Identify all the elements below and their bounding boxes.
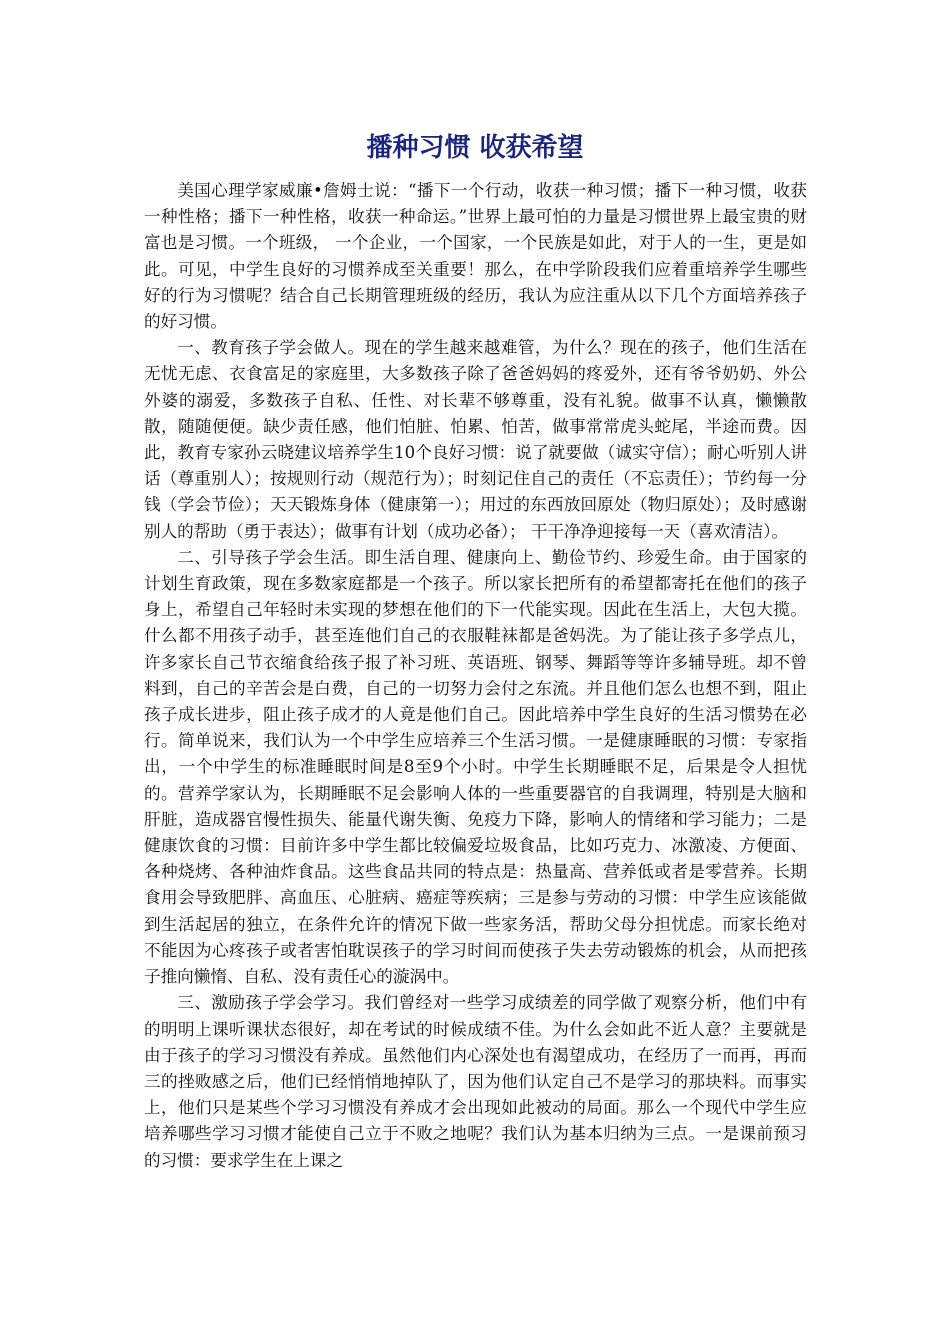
page-title: 播种习惯 收获希望 (366, 133, 584, 163)
document-body (144, 178, 807, 1174)
paragraph-section-2: 二、引导孩子学会生活。即生活自理、健康向上、勤俭节约、珍爱生命。由于国家的计划生育政策，现在多数家庭都是一个孩子。所以家长把所有的希望都寄托在他们的孩子身上，希望自己年轻时未实现的梦想在他们的下一代能实现。因此在生活上，大包大揽。什么都不用孩子动手，甚至连他们自己的衣服鞋袜都是爸妈洗。为了能让孩子多学点儿，许多家长自己节衣缩食给孩子报了补习班、英语班、钢琴、舞蹈等等许多辅导班。却不曾料到，自己的辛苦会是白费，自己的一切努力会付之东流。并且他们怎么也想不到，阻止孩子成长进步，阻止孩子成才的人竟是他们自己。因此培养中学生良好的生活习惯势在必行。简单说来，我们认为一个中学生应培养三个生活习惯。一是健康睡眠的习惯：专家指出，一个中学生的标准睡眠时间是8至9个小时。中学生长期睡眠不足，后果是令人担忧的。营养学家认为，长期睡眠不足会影响人体的一些重要器官的自我调理，特别是大脑和肝脏，造成器官慢性损失、能量代谢失衡、免疫力下降，影响人的情绪和学习能力；二是健康饮食的习惯：目前许多中学生都比较偏爱垃圾食品，比如巧克力、冰激凌、方便面、各种烧烤、各种油炸食品。这些食品共同的特点是：热量高、营养低或者是零营养。长期食用会导致肥胖、高血压、心脏病、癌症等疾病；三是参与劳动的习惯：中学生应该能做到生活起居的独立，在条件允许的情况下做一些家务活，帮助父母分担忧虑。而家长绝对不能因为心疼孩子或者害怕耽误孩子的学习时间而使孩子失去劳动锻炼的机会，从而把孩子推向懒惰、自私、没有责任心的漩涡中。 (144, 547, 807, 987)
paragraph-section-3: 三、激励孩子学会学习。我们曾经对一些学习成绩差的同学做了观察分析，他们中有的明明上课听课状态很好，却在考试的时候成绩不佳。为什么会如此不近人意？主要就是由于孩子的学习习惯没有养成。虽然他们内心深处也有渴望成功，在经历了一而再，再而三的挫败感之后，他们已经悄悄地掉队了，因为他们认定自己不是学习的那块料。而事实上，他们只是某些个学习习惯没有养成才会出现如此被动的局面。那么一个现代中学生应培养哪些学习习惯才能使自己立于不败之地呢？我们认为基本归纳为三点。一是课前预习的习惯：要求学生在上课之 (144, 993, 807, 1170)
paragraph-intro: 美国心理学家威廉•詹姆士说：“播下一个行动，收获一种习惯；播下一种习惯，收获一种性格；播下一种性格，收获一种命运。”世界上最可怕的力量是习惯世界上最宝贵的财富也是习惯。一个班级， 一个企业，一个国家，一个民族是如此，对于人的一生，更是如此。可见，中学生良好的习惯养成至关重要！那么，在中学阶段我们应着重培养学生哪些好的行为习惯呢？结合自己长期管理班级的经历，我认为应注重从以下几个方面培养孩子的好习惯。 (144, 181, 807, 332)
paragraph-section-1: 一、教育孩子学会做人。现在的学生越来越难管，为什么？现在的孩子，他们生活在无忧无虑、衣食富足的家庭里，大多数孩子除了爸爸妈妈的疼爱外，还有爷爷奶奶、外公外婆的溺爱，多数孩子自私、任性、对长辈不够尊重，没有礼貌。做事不认真，懒懒散散，随随便便。缺少责任感，他们怕脏、怕累、怕苦，做事常常虎头蛇尾，半途而费。因此，教育专家孙云晓建议培养学生10个良好习惯：说了就要做（诚实守信）；耐心听别人讲话（尊重别人）；按规则行动（规范行为）；时刻记住自己的责任（不忘责任）；节约每一分钱（学会节俭）；天天锻炼身体（健康第一）；用过的东西放回原处（物归原处）；及时感谢别人的帮助（勇于表达）；做事有计划（成功必备）； 干干净净迎接每一天（喜欢清洁）。 (144, 338, 807, 541)
